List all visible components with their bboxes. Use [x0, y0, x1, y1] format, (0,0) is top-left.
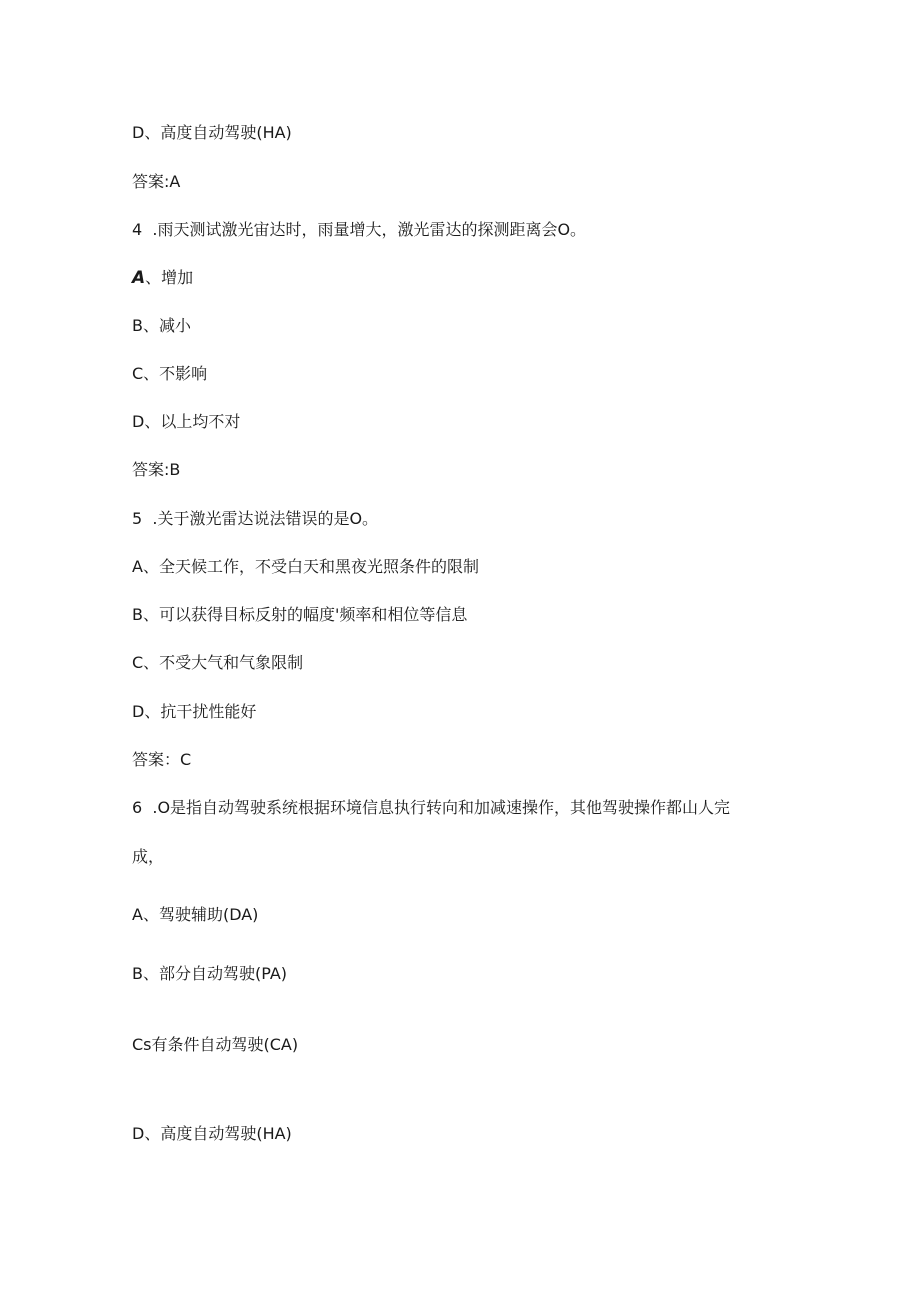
- q4-option-d: D、以上均不对: [132, 412, 241, 431]
- q5-answer: 答案：C: [132, 750, 192, 769]
- q4-question: 4 .雨天测试激光宙达时，雨量增大，激光雷达的探测距离会O。: [132, 220, 587, 239]
- q4-option-c: C、不影响: [132, 364, 208, 383]
- q4-option-a-text: 、增加: [145, 268, 194, 287]
- q4-option-a-letter: A: [132, 268, 146, 288]
- q4-option-b: B、减小: [132, 316, 191, 335]
- q6-question-line2: 成，: [132, 847, 165, 866]
- q6-option-c: Cs有条件自动驾驶(CA): [132, 1035, 299, 1054]
- q5-option-d: D、抗干扰性能好: [132, 702, 257, 721]
- q4-answer: 答案:B: [132, 460, 181, 479]
- q5-option-c: C、不受大气和气象限制: [132, 653, 304, 672]
- q4-option-a: [132, 267, 193, 289]
- q3-option-d: D、高度自动驾驶(HA): [132, 123, 292, 142]
- q5-question: 5 .关于激光雷达说法错误的是O。: [132, 509, 379, 528]
- q6-option-b: B、部分自动驾驶(PA): [132, 964, 288, 983]
- q6-question-line1: 6 .O是指自动驾驶系统根据环境信息执行转向和加减速操作，其他驾驶操作都山人完: [132, 798, 731, 817]
- q5-option-b: B、可以获得目标反射的幅度'频率和相位等信息: [132, 605, 468, 624]
- q5-option-a: A、全天候工作，不受白天和黑夜光照条件的限制: [132, 557, 479, 576]
- q6-option-d: D、高度自动驾驶(HA): [132, 1124, 292, 1143]
- q6-option-a: A、驾驶辅助(DA): [132, 905, 259, 924]
- q3-answer: 答案:A: [132, 172, 181, 191]
